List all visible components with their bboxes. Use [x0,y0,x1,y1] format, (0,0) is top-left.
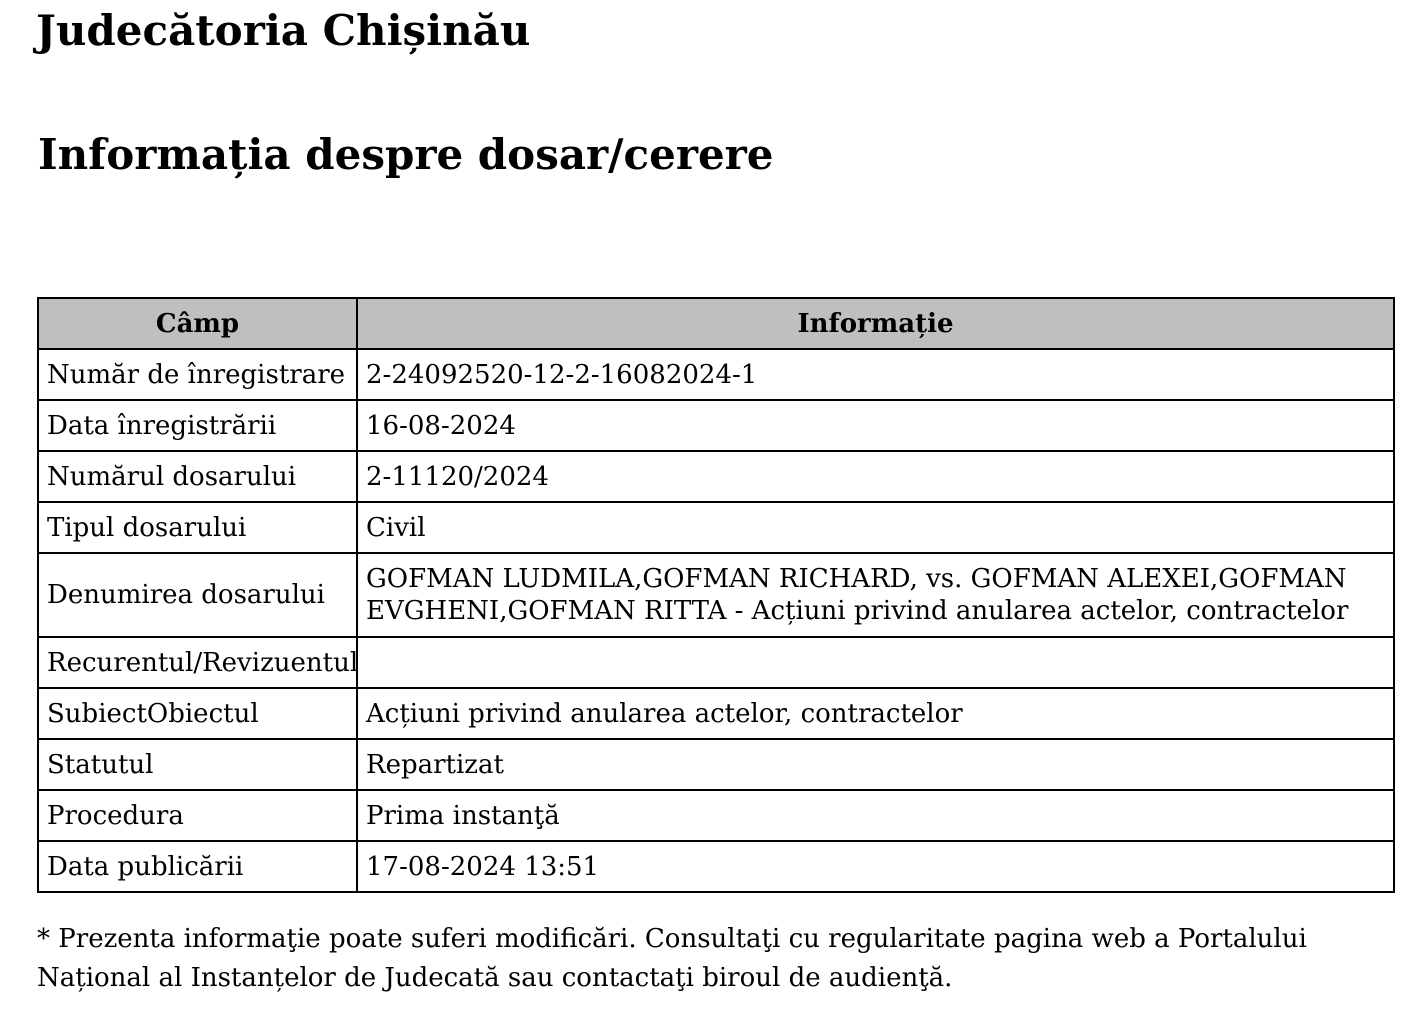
field-value: Prima instanţă [357,790,1394,841]
field-label: Număr de înregistrare [38,349,357,400]
header-information: Informație [357,298,1394,349]
field-value: 17-08-2024 13:51 [357,841,1394,892]
field-value: 16-08-2024 [357,400,1394,451]
table-row [38,451,1394,502]
field-label: SubiectObiectul [38,688,357,739]
field-label: Tipul dosarului [38,502,357,553]
table-row [38,553,1394,637]
table-row [38,739,1394,790]
table-header-row [38,298,1394,349]
header-field: Câmp [38,298,357,349]
field-value: Repartizat [357,739,1394,790]
table-row [38,637,1394,688]
field-label: Data publicării [38,841,357,892]
table-row [38,502,1394,553]
table-row [38,790,1394,841]
field-value [357,637,1394,688]
table-row [38,688,1394,739]
field-label: Procedura [38,790,357,841]
field-value: Acțiuni privind anularea actelor, contractelor [357,688,1394,739]
field-label: Data înregistrării [38,400,357,451]
disclaimer-footnote: * Prezenta informaţie poate suferi modificări. Consultaţi cu regularitate pagina web a Portalului Național al Instanțelor de Judecată sau contactaţi biroul de audienţă. [37,924,1307,993]
field-value: Civil [357,502,1394,553]
table-row [38,841,1394,892]
court-title: Judecătoria Chișinău [36,6,531,55]
field-value: 2-11120/2024 [357,451,1394,502]
table-row [38,349,1394,400]
field-label: Numărul dosarului [38,451,357,502]
page-title: Informația despre dosar/cerere [38,130,774,179]
field-label: Denumirea dosarului [38,553,357,637]
field-value: 2-24092520-12-2-16082024-1 [357,349,1394,400]
field-value: GOFMAN LUDMILA,GOFMAN RICHARD, vs. GOFMAN ALEXEI,GOFMAN EVGHENI,GOFMAN RITTA - Acțiuni privind anularea actelor, contractelor [357,553,1394,637]
field-label: Statutul [38,739,357,790]
case-info-table [37,297,1395,893]
table-row [38,400,1394,451]
field-label: Recurentul/Revizuentul [38,637,357,688]
